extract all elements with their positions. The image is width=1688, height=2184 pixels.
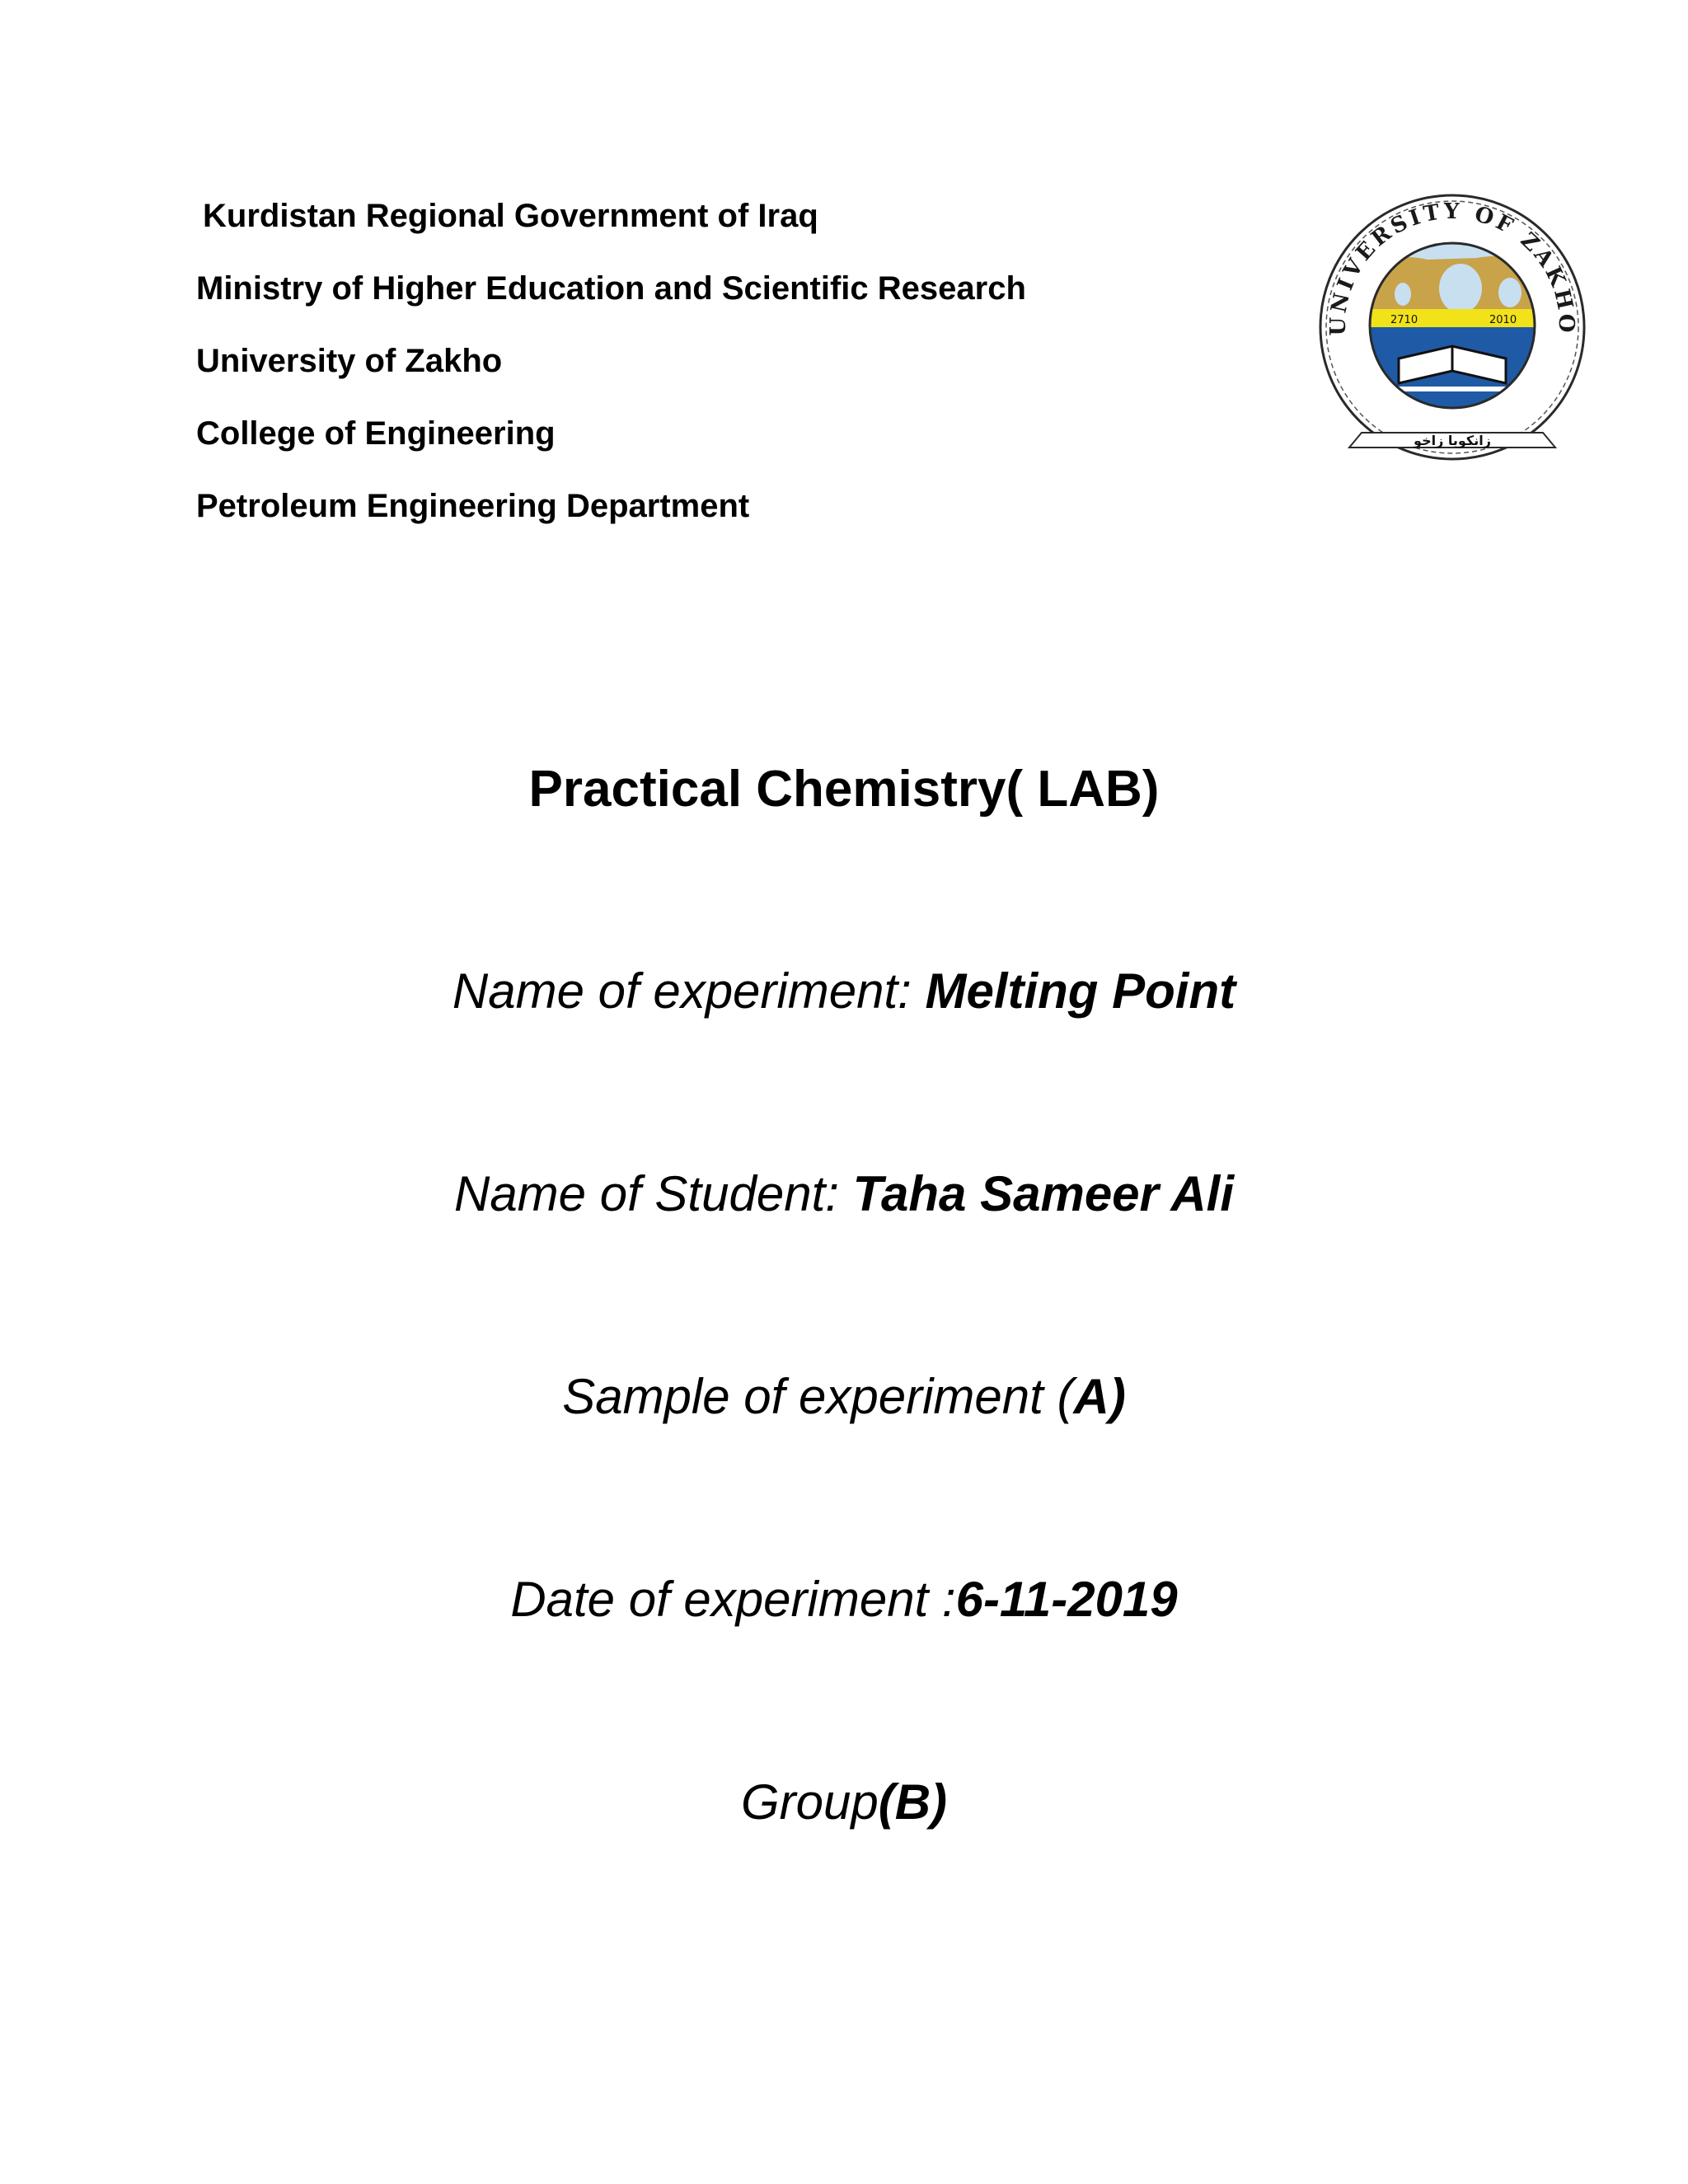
date-row — [0, 1571, 1688, 1628]
date-value: 6-11-2019 — [955, 1572, 1178, 1627]
experiment-name-value: Melting Point — [925, 963, 1236, 1019]
student-name-label: Name of Student: — [453, 1166, 853, 1221]
sample-close-paren: ) — [1109, 1369, 1126, 1424]
student-name-value: Taha Sameer Ali — [852, 1166, 1235, 1221]
university-line: University of Zakho — [196, 343, 503, 379]
group-value: (B) — [878, 1774, 948, 1830]
group-label: Group — [740, 1774, 879, 1830]
logo-top-text: UNIVERSITY OF ZAKHO — [1325, 199, 1579, 336]
ministry-line: Ministry of Higher Education and Scientific Research — [196, 270, 1026, 307]
experiment-name-row — [0, 963, 1688, 1019]
student-name-row — [0, 1165, 1688, 1222]
logo-year-right: 2010 — [1489, 314, 1517, 326]
group-row — [0, 1774, 1688, 1830]
sample-value: A — [1073, 1369, 1109, 1424]
sample-row — [0, 1368, 1688, 1425]
logo-bottom-text: زانكويا زاخو — [1414, 433, 1491, 448]
experiment-name-label: Name of experiment: — [452, 963, 926, 1019]
department-line: Petroleum Engineering Department — [196, 488, 750, 524]
university-logo — [1312, 185, 1592, 466]
college-line: College of Engineering — [196, 415, 556, 452]
date-label: Date of experiment : — [510, 1572, 956, 1627]
logo-year-left: 2710 — [1390, 314, 1418, 326]
university-seal-icon — [1312, 185, 1592, 466]
institution-header — [196, 198, 1185, 560]
government-line: Kurdistan Regional Government of Iraq — [203, 198, 818, 234]
page-title: Practical Chemistry( LAB) — [528, 761, 1160, 818]
sample-label: Sample of experiment ( — [562, 1369, 1074, 1424]
